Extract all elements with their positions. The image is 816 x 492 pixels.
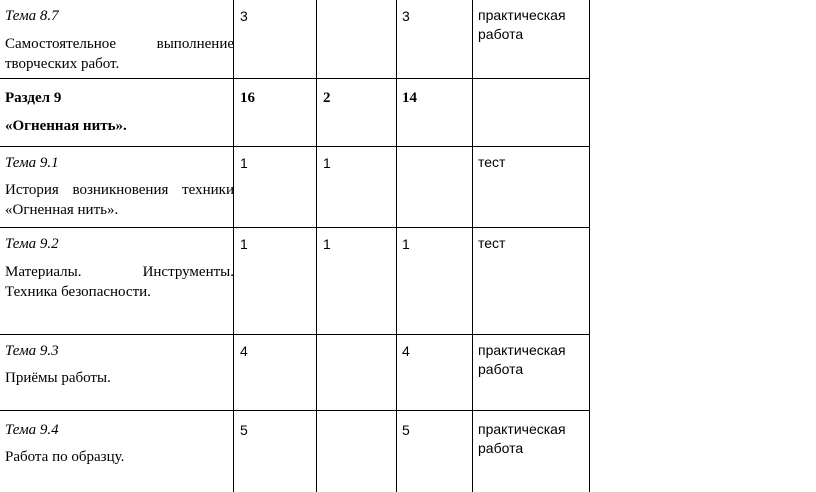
practice-hours: 4 — [402, 343, 410, 359]
total-hours: 1 — [240, 236, 248, 252]
control-form — [478, 420, 588, 458]
row-description-line: «Огненная нить». — [5, 202, 119, 218]
section-title: Раздел 9 — [5, 90, 62, 106]
column-divider — [589, 0, 590, 492]
row-title: Тема 9.2 — [5, 236, 59, 252]
total-hours: 1 — [240, 155, 248, 171]
column-divider — [472, 0, 473, 492]
control-form: тест — [478, 235, 506, 251]
section-description: «Огненная нить». — [5, 118, 127, 134]
row-title: Тема 9.3 — [5, 343, 59, 359]
row-description — [5, 34, 234, 74]
theory-hours: 1 — [323, 236, 331, 252]
row-divider — [0, 410, 590, 411]
row-divider — [0, 227, 590, 228]
row-description — [5, 262, 234, 302]
row-description — [5, 180, 234, 220]
column-divider — [396, 0, 397, 492]
control-form: тест — [478, 154, 506, 170]
column-divider — [316, 0, 317, 492]
control-form — [478, 341, 588, 379]
row-description: Работа по образцу. — [5, 449, 125, 465]
row-description-line: творческих работ. — [5, 56, 120, 72]
total-hours: 5 — [240, 422, 248, 438]
theory-hours: 1 — [323, 155, 331, 171]
row-description: Приёмы работы. — [5, 370, 111, 386]
practice-hours: 3 — [402, 8, 410, 24]
practice-hours: 1 — [402, 236, 410, 252]
total-hours: 4 — [240, 343, 248, 359]
control-form-line: практическая — [478, 421, 566, 437]
control-form — [478, 6, 588, 44]
row-title: Тема 8.7 — [5, 8, 59, 24]
control-form-line: работа — [478, 440, 524, 456]
row-description-line: Материалы. Инструменты. — [5, 264, 234, 280]
control-form-line: практическая — [478, 342, 566, 358]
total-hours: 3 — [240, 8, 248, 24]
row-description-line: История возникновения техники — [5, 182, 234, 198]
row-divider — [0, 334, 590, 335]
control-form-line: работа — [478, 361, 524, 377]
control-form-line: работа — [478, 26, 524, 42]
practice-hours: 5 — [402, 422, 410, 438]
theory-hours: 2 — [323, 90, 331, 106]
total-hours: 16 — [240, 90, 255, 106]
row-title: Тема 9.1 — [5, 155, 59, 171]
practice-hours: 14 — [402, 90, 417, 106]
row-description-line: Техника безопасности. — [5, 284, 151, 300]
row-title: Тема 9.4 — [5, 422, 59, 438]
row-description-line: Самостоятельное выполнение — [5, 36, 234, 52]
row-divider — [0, 78, 590, 79]
control-form-line: практическая — [478, 7, 566, 23]
row-divider — [0, 146, 590, 147]
